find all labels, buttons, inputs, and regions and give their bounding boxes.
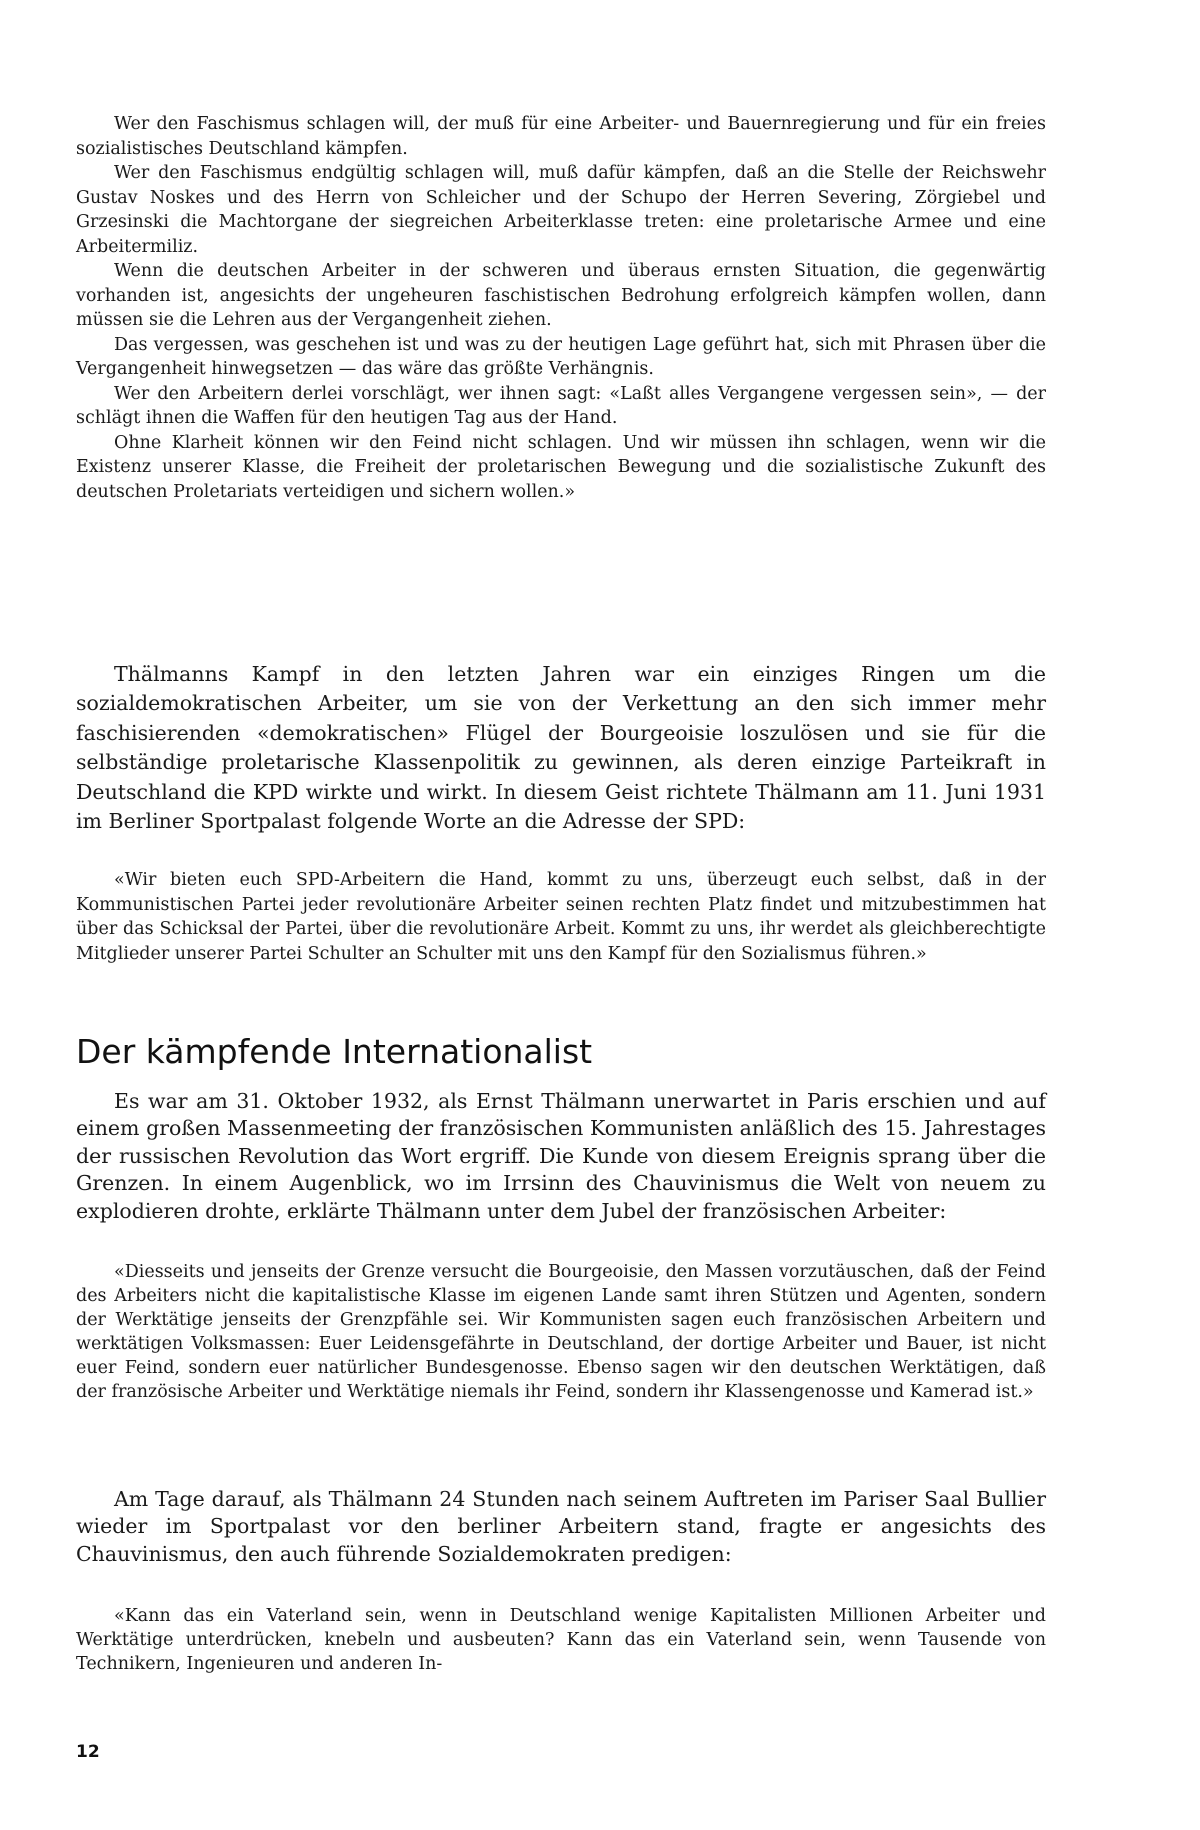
quote-2	[76, 1260, 1046, 1404]
paragraph: Wer den Faschismus schlagen will, der muß für eine Arbeiter- und Bauernregierung und für ein freies sozialistisches Deutschland kämpfen.	[76, 114, 1046, 159]
paragraph: Das vergessen, was geschehen ist und was zu der heutigen Lage geführt hat, sich mit Phrasen über die Vergangenheit hinwegsetzen — das wäre das größte Verhängnis.	[76, 334, 1046, 379]
section-2	[76, 660, 1046, 836]
quote-paragraph: «Diesseits und jenseits der Grenze versucht die Bourgeoisie, den Massen vorzutäuschen, daß der Feind des Arbeiters nicht die kapitalistische Klasse im eigenen Lande samt ihren Stützen und Agenten, sondern der Werktätige jenseits der Grenzpfähle sei. Wir Kommunisten sagen euch französischen Arbeitern und werktätigen Volksmassen: Euer Leidensgefährte in Deutschland, der dortige Arbeiter und Bauer, ist nicht euer Feind, sondern euer natürlicher Bundesgenosse. Ebenso sagen wir den deutschen Werktätigen, daß der französische Arbeiter und Werktätige niemals ihr Feind, sondern ihr Klassengenosse und Kamerad ist.»	[76, 1262, 1046, 1402]
section-heading: Der kämpfende Internationalist	[76, 1032, 593, 1071]
paragraph: Am Tage darauf, als Thälmann 24 Stunden nach seinem Auftreten im Pariser Saal Bullier wieder im Sportpalast vor den berliner Arbeitern stand, fragte er angesichts des Chauvinismus, den auch führende Sozialdemokraten predigen:	[76, 1487, 1046, 1566]
quote-1	[76, 868, 1046, 966]
paragraph: Wenn die deutschen Arbeiter in der schweren und überaus ernsten Situation, die gegenwärtig vorhanden ist, angesichts der ungeheuren faschistischen Bedrohung erfolgreich kämpfen wollen, dann müssen sie die Lehren aus der Vergangenheit ziehen.	[76, 261, 1046, 330]
section-4	[76, 1486, 1046, 1568]
paragraph: Thälmanns Kampf in den letzten Jahren war ein einziges Ringen um die sozialdemokratischen Arbeiter, um sie von der Verkettung an den sich immer mehr faschisierenden «demokratischen» Flügel der Bourgeoisie loszulösen und sie für die selbständige proletarische Klassenpolitik zu gewinnen, als deren einzige Parteikraft in Deutschland die KPD wirkte und wirkt. In diesem Geist richtete Thälmann am 11. Juni 1931 im Berliner Sportpalast folgende Worte an die Adresse der SPD:	[76, 662, 1046, 834]
paragraph: Wer den Arbeitern derlei vorschlägt, wer ihnen sagt: «Laßt alles Vergangene vergessen sein», — der schlägt ihnen die Waffen für den heutigen Tag aus der Hand.	[76, 383, 1046, 428]
paragraph: Wer den Faschismus endgültig schlagen will, muß dafür kämpfen, daß an die Stelle der Reichswehr Gustav Noskes und des Herrn von Schleicher und der Schupo der Herren Severing, Zörgiebel und Grzesinski die Machtorgane der siegreichen Arbeiterklasse treten: eine proletarische Armee und eine Arbeitermiliz.	[76, 163, 1046, 257]
paragraph: Ohne Klarheit können wir den Feind nicht schlagen. Und wir müssen ihn schlagen, wenn wir die Existenz unserer Klasse, die Freiheit der proletarischen Bewegung und die sozialistische Zukunft des deutschen Proletariats verteidigen und sichern wollen.»	[76, 432, 1046, 502]
paragraph: Es war am 31. Oktober 1932, als Ernst Thälmann unerwartet in Paris erschien und auf einem großen Massenmeeting der französischen Kommunisten anläßlich des 15. Jahrestages der russischen Revolution das Wort ergriff. Die Kunde von diesem Ereignis sprang über die Grenzen. In einem Augenblick, wo im Irrsinn des Chauvinismus die Welt von neuem zu explodieren drohte, erklärte Thälmann unter dem Jubel der französischen Arbeiter:	[76, 1089, 1046, 1223]
quote-3	[76, 1604, 1046, 1676]
section-3	[76, 1088, 1046, 1225]
page-number: 12	[76, 1742, 100, 1762]
quote-paragraph: «Wir bieten euch SPD-Arbeitern die Hand, kommt zu uns, überzeugt euch selbst, daß in der Kommunistischen Partei jeder revolutionäre Arbeiter seinen rechten Platz findet und mitzubestimmen hat über das Schicksal der Partei, über die revolutionäre Arbeit. Kommt zu uns, ihr werdet als gleichberechtigte Mitglieder unserer Partei Schulter an Schulter mit uns den Kampf für den Sozialismus führen.»	[76, 870, 1046, 964]
section-1	[76, 112, 1046, 504]
quote-paragraph: «Kann das ein Vaterland sein, wenn in Deutschland wenige Kapitalisten Millionen Arbeiter und Werktätige unterdrücken, knebeln und ausbeuten? Kann das ein Vaterland sein, wenn Tausende von Technikern, Ingenieuren und anderen In-	[76, 1606, 1046, 1674]
